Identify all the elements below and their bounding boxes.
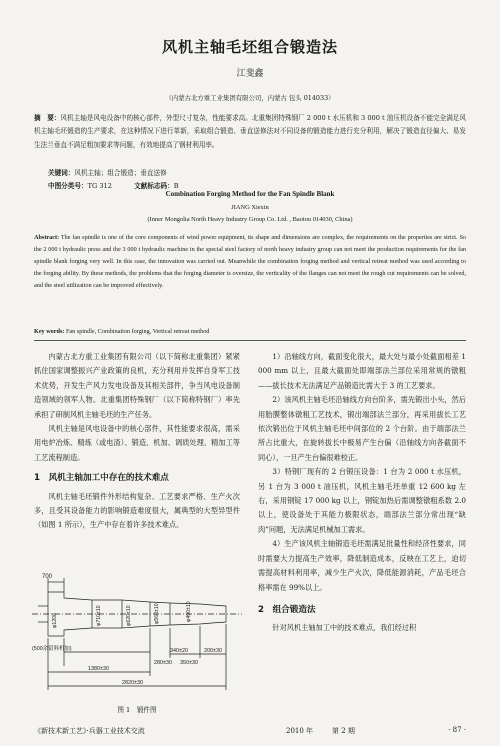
cn-abstract-label: 摘 要：: [34, 114, 61, 122]
dim-l2: 200±30: [204, 648, 222, 654]
journal-name: 《新技术新工艺》·兵器工业技术交流: [34, 727, 145, 735]
figure-caption: 图 1 锻件图: [117, 706, 157, 714]
en-keywords: Key words: Fan spindle, Combination forging, Vertical retreat method: [34, 328, 210, 335]
dim-700: 700: [42, 574, 53, 580]
divider: [34, 340, 466, 341]
dim-l1: 340±20: [170, 648, 188, 654]
paragraph: 风机主轴毛坯锻件外形结构复杂、工艺要求严格、生产火次多，且受其设备能力的影响锻造难度很大，属典型的大型异型件（如图 1 所示），生产中存在着许多技术难点。: [34, 491, 240, 530]
paper-title: 风机主轴毛坯组合锻造法: [161, 38, 338, 56]
cn-abstract-text: 风机主轴是风电设备中的核心部件，外型尺寸复杂，性能要求高。北重集团特殊钢厂 2 000 t 水压机和 3 000 t 油压机设备不能完全满足风机主轴毛坯锻造的生产要求，在这种情况下进行革新，采取组合锻造、垂直送修法对不同设备的锻造能力进行充分利用，解决了锻造直径偏大、易发生法兰垂直不满足粗加要求等问题，有效地提高了钢材利用率。: [34, 114, 466, 149]
en-author: JIANG Xiexin: [231, 204, 269, 211]
paragraph: 内蒙古北方重工业集团有限公司（以下简称北重集团）紧紧抓住国家调整振兴产业政策的良机，充分利用并发挥自身军工技术优势，开发生产风力发电设备及其相关部件，争当风电设备制造领域的领军人物。北重集团特殊钢厂（以下简称特钢厂）率先承担了研制风机主轴毛坯的生产任务。: [34, 352, 240, 419]
cn-keywords: 关键词：风机主轴；组合锻造；垂直送修: [48, 169, 167, 177]
dim-l5: 280±30: [154, 660, 172, 666]
forging-figure: [30, 566, 244, 698]
dim-d4: φ490±10: [186, 601, 192, 622]
en-abstract: Abstract: The fan spindle is one of the core components of wind power equipment, its shape and dimensions are complex, the requirements on the properties are strict. So the 2 000 t hydraulic press and the 3 000 t hydraulic machine in the special steel factory of north heavy industry group can not meet the production requirements for the fan spindle blank forging very well. In this case, the innovation was carried out. Meanwhile the combination forging method and vertical retreat method was used according to the forging ability. By these methods, the problems that the forging diameter is oversize, the verticality of the flanges can not meet the rough cut requirements can be solved, and the steel utilization can be improved effectively.: [34, 234, 466, 290]
cn-classification: 中图分类号：TG 312 文献标志码：B: [48, 182, 179, 190]
paragraph: 1）沿轴线方向，截面变化很大，最大处与最小处截面相差 1 000 mm 以上，且最大截面处即端部法兰部位采用常规的镦粗——拔长技术无法满足产品锻造比需大于 3 的工艺要求。: [258, 352, 466, 390]
affiliation: （内蒙古北方重工业集团有限公司，内蒙古 包头 014033）: [165, 94, 335, 102]
dim-d1: φ710±10: [96, 605, 102, 626]
paragraph: 4）生产该风机主轴锻造毛坯需满足批量性和经济性要求，同时需要大力提高生产效率，降低制造成本，反映在工艺上，迫切需提高材料利用率，减少生产火次，降低能源消耗，产品毛坯合格率需在 99%以上。: [258, 539, 466, 592]
issue-year: 2010 年: [286, 727, 314, 735]
dim-d2: φ620±10: [126, 605, 132, 626]
paragraph: 针对风机主轴加工中的技术难点，我们经过积: [272, 623, 417, 633]
left-column: [34, 350, 240, 533]
dim-d3: φ560±10: [154, 603, 160, 624]
dim-l6: 350±30: [180, 660, 198, 666]
dim-l4: 2820±30: [122, 680, 143, 686]
issue-number: 第 2 期: [332, 727, 355, 735]
forging-drawing: [30, 566, 244, 698]
author: 江斐鑫: [236, 69, 264, 79]
paragraph: 风机主轴是风电设备中的核心部件，其性能要求很高，需采用电炉冶炼、精炼（或电渣）、锻造、机加、调质处理、精加工等工艺流程制造。: [34, 424, 240, 462]
section-heading: 2 组合锻造法: [258, 604, 316, 615]
section-heading: 1 风机主轴加工中存在的技术难点: [34, 473, 169, 484]
en-affiliation: (Inner Mongolia North Heavy Industry Group Co. Ltd. , Baotou 014030, China): [147, 216, 353, 223]
page-number: · 87 ·: [448, 726, 466, 734]
dim-l3: 1380±30: [88, 666, 109, 672]
dim-note: (500余留料机加): [32, 646, 72, 652]
en-title: Combination Forging Method for the Fan Spindle Blank: [165, 190, 335, 198]
paragraph: 2）该风机主轴毛坯沿轴线方向台阶多，需先锻出小头，然后用胎膜整体镦粗工艺技术，锻出端部法兰部分，再采用拔长工艺依次锻出位于风机主轴毛坯中间部位的 2 个台阶。由于端部法兰所占比重大，在旋转拔长中极易产生台偏（沿轴线方向各截面不同心），一旦产生台偏很难校正。: [258, 395, 466, 462]
cn-abstract: [34, 112, 466, 152]
dim-flange: φ1200: [52, 613, 58, 628]
right-column: [258, 350, 466, 636]
paragraph: 3）特钢厂现有的 2 台锻压设备：1 台为 2 000 t 水压机，另 1 台为 3 000 t 油压机，风机主轴毛坯单重 12 600 kg 左右，采用钢锭 17 000 kg 以上，钢锭加热后需调整镦粗系数 2.0 以上，使设备处于其能力极限状态，端部法兰部分常出现“缺肉”问题，无法满足机械加工需求。: [258, 467, 466, 534]
